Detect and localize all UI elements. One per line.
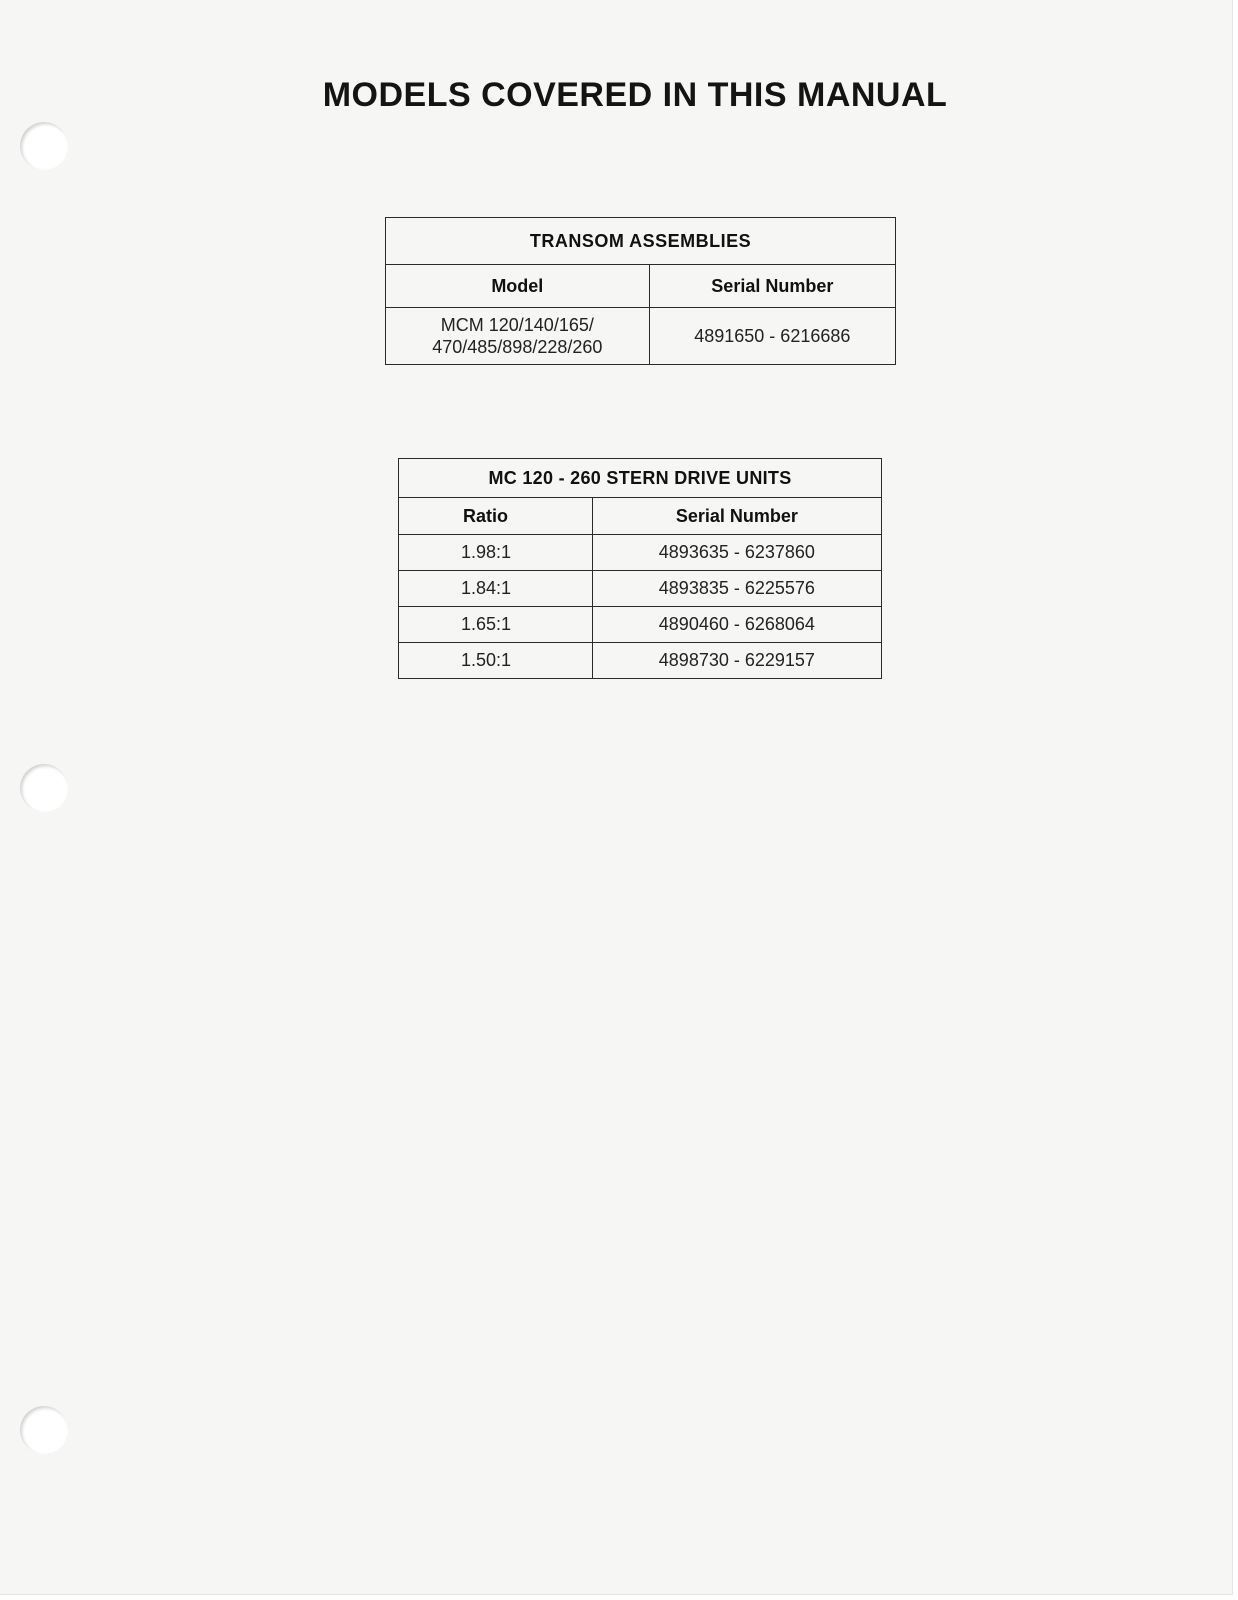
- column-header-serial-number: Serial Number: [649, 265, 895, 308]
- serial-number-cell: 4891650 - 6216686: [649, 308, 895, 365]
- column-header-serial-number: Serial Number: [592, 498, 881, 535]
- transom-assemblies-table: [385, 217, 896, 365]
- column-header-ratio: Ratio: [399, 498, 593, 535]
- ratio-cell: 1.50:1: [399, 643, 593, 679]
- table-row: [399, 535, 882, 571]
- model-cell: [386, 308, 650, 365]
- table-caption: MC 120 - 260 STERN DRIVE UNITS: [399, 459, 882, 498]
- page-title: MODELS COVERED IN THIS MANUAL: [322, 76, 948, 114]
- ratio-cell: 1.98:1: [399, 535, 593, 571]
- table-row: [399, 643, 882, 679]
- table-row: [399, 571, 882, 607]
- serial-number-cell: 4893635 - 6237860: [592, 535, 881, 571]
- punch-hole-middle: [20, 764, 68, 812]
- ratio-cell: 1.65:1: [399, 607, 593, 643]
- ratio-cell: 1.84:1: [399, 571, 593, 607]
- column-header-model: Model: [386, 265, 650, 308]
- table-caption: TRANSOM ASSEMBLIES: [386, 218, 896, 265]
- serial-number-cell: 4890460 - 6268064: [592, 607, 881, 643]
- punch-hole-bottom: [20, 1406, 68, 1454]
- model-text-line-1: MCM 120/140/165/: [440, 315, 594, 335]
- punch-hole-top: [20, 122, 68, 170]
- serial-number-cell: 4893835 - 6225576: [592, 571, 881, 607]
- serial-number-cell: 4898730 - 6229157: [592, 643, 881, 679]
- table-row: [399, 607, 882, 643]
- table-row: [386, 308, 896, 365]
- stern-drive-units-table: [398, 458, 882, 679]
- model-text-line-2: 470/485/898/228/260: [432, 337, 603, 357]
